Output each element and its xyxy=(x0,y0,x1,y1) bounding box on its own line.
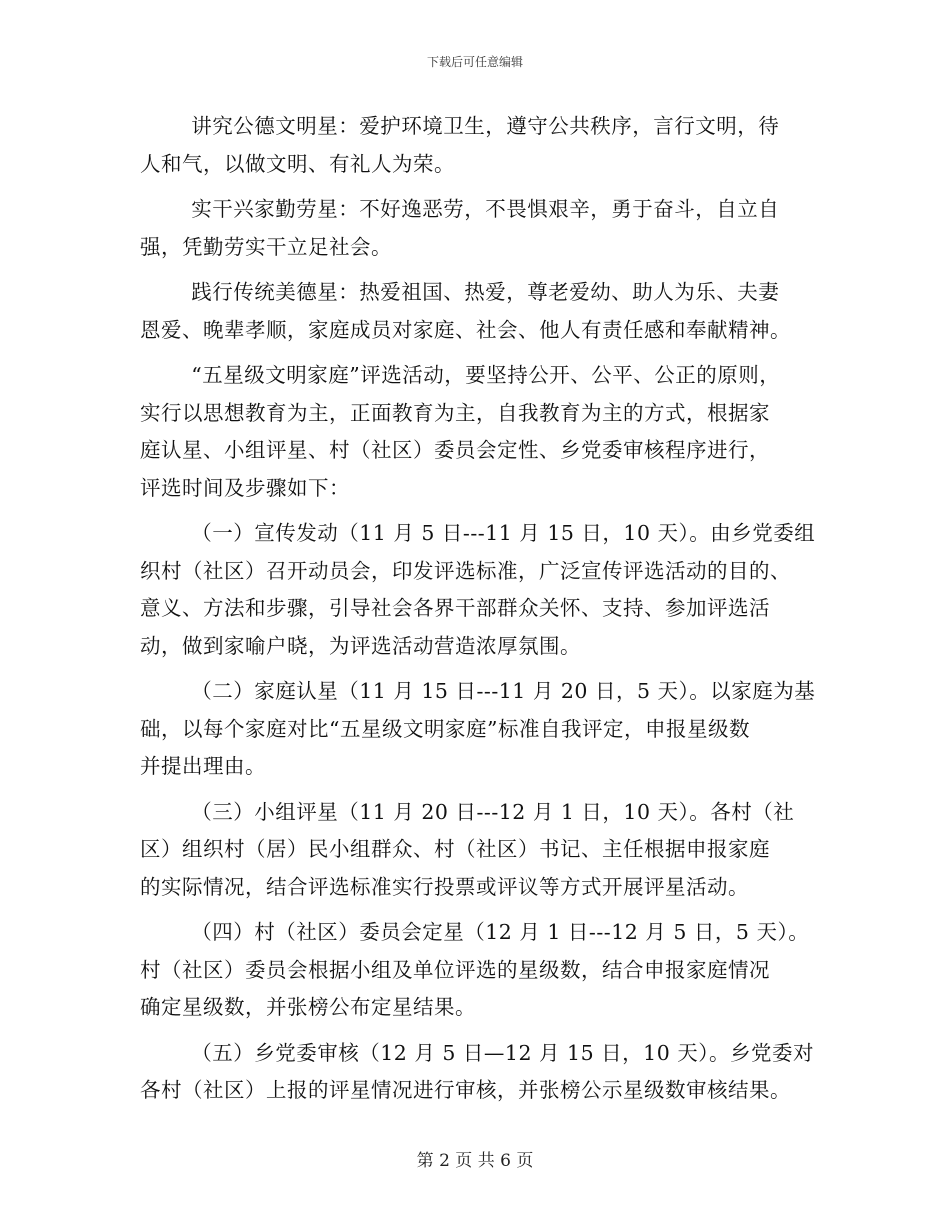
paragraph xyxy=(140,673,820,786)
text-line: （二）家庭认星（11 月 15 日---11 月 20 日，5 天）。以家庭为基 xyxy=(191,679,816,703)
text-line: （五）乡党委审核（12 月 5 日—12 月 15 日，10 天）。乡党委对 xyxy=(191,1040,814,1065)
text-line: 实干兴家勤劳星：不好逸恶劳，不畏惧艰辛，勇于奋斗，自立自 xyxy=(191,197,780,221)
text-line: 并提出理由。 xyxy=(140,754,266,778)
text-line: 各村（社区）上报的评星情况进行审核，并张榜公示星级数审核结果。 xyxy=(140,1078,791,1102)
text-line: 础，以每个家庭对比“五星级文明家庭”标准自我评定，申报星级数 xyxy=(140,716,750,741)
text-line: 的实际情况，结合评选标准实行投票或评议等方式开展评星活动。 xyxy=(140,874,749,899)
paragraph xyxy=(140,914,820,1027)
paragraph xyxy=(140,515,820,665)
paragraph xyxy=(140,108,820,183)
text-line: 评选时间及步骤如下： xyxy=(140,475,350,500)
text-line: 意义、方法和步骤，引导社会各界干部群众关怀、支持、参加评选活 xyxy=(140,596,770,620)
text-line: （四）村（社区）委员会定星（12 月 1 日---12 月 5 日，5 天）。 xyxy=(191,920,810,944)
text-line: 恩爱、晚辈孝顺，家庭成员对家庭、社会、他人有责任感和奉献精神。 xyxy=(140,317,791,342)
document-body xyxy=(140,108,820,1110)
text-line: “五星级文明家庭”评选活动，要坚持公开、公平、公正的原则， xyxy=(191,363,781,387)
paragraph xyxy=(140,357,820,507)
paragraph xyxy=(140,191,820,266)
page-footer: 第 2 页 共 6 页 xyxy=(416,1151,534,1171)
text-line: 强，凭勤劳实干立足社会。 xyxy=(140,234,392,259)
text-line: 践行传统美德星：热爱祖国、热爱，尊老爱幼、助人为乐、夫妻 xyxy=(191,280,780,304)
text-line: 区）组织村（居）民小组群众、村（社区）书记、主任根据申报家庭 xyxy=(140,837,770,861)
text-line: 实行以思想教育为主，正面教育为主，自我教育为主的方式，根据家 xyxy=(140,400,770,425)
text-line: 织村（社区）召开动员会，印发评选标准，广泛宣传评选活动的目的、 xyxy=(140,558,791,583)
paragraph xyxy=(140,1035,820,1110)
text-line: （一）宣传发动（11 月 5 日---11 月 15 日，10 天）。由乡党委组 xyxy=(191,521,816,545)
text-line: 人和气，以做文明、有礼人为荣。 xyxy=(140,151,455,176)
paragraph xyxy=(140,794,820,907)
text-line: 动，做到家喻户晓，为评选活动营造浓厚氛围。 xyxy=(140,633,581,658)
text-line: 庭认星、小组评星、村（社区）委员会定性、乡党委审核程序进行， xyxy=(140,438,770,462)
text-line: 讲究公德文明星：爱护环境卫生，遵守公共秩序，言行文明，待 xyxy=(191,114,780,138)
text-line: 确定星级数，并张榜公布定星结果。 xyxy=(140,995,476,1019)
text-line: 村（社区）委员会根据小组及单位评选的星级数，结合申报家庭情况 xyxy=(140,957,770,982)
text-line: （三）小组评星（11 月 20 日---12 月 1 日，10 天）。各村（社 xyxy=(191,799,795,824)
page-header: 下载后可任意编辑 xyxy=(426,55,523,69)
paragraph xyxy=(140,274,820,349)
